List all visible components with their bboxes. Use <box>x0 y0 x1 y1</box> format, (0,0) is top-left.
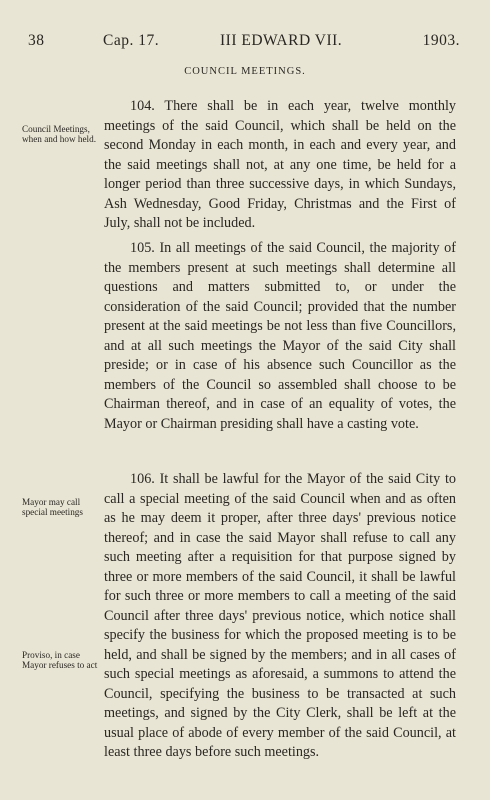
paragraph-105 <box>104 239 456 434</box>
year-label: 1903. <box>422 32 460 49</box>
reign-label: III EDWARD VII. <box>220 32 343 49</box>
paragraph-106 <box>104 470 456 763</box>
running-header <box>28 32 460 52</box>
margin-note-106: Mayor may call special meetings <box>22 497 83 517</box>
paragraph-104-text: 104. There shall be in each year, twelve monthly meetings of the said Council, which shall be held on the second Monday in each month, in each and every year, and the said meetings shall not, at any one time, be held for a longer period than three successive days, in which Sundays, Ash Wednesday, Good Friday, Christmas and the First of July, shall not be included. <box>104 98 456 231</box>
paragraph-105-text: 105. In all meetings of the said Council, the majority of the members present at such meetings shall determine all questions and matters submitted to, or under the consideration of the said Council; provided that the number present at the said meetings be not less than five Councillors, and at all such meetings the Mayor of the said City shall preside; or in case of his absence such Councillor as the members of the Council so assembled shall choose to be Chairman thereof, and in case of an equality of votes, the Mayor or Chairman presiding shall have a casting vote. <box>104 240 456 432</box>
section-title: COUNCIL MEETINGS. <box>184 66 306 77</box>
margin-note-106-proviso: Proviso, in case Mayor refuses to act <box>22 650 98 670</box>
margin-note-104: Council Meetings, when and how held. <box>22 124 96 144</box>
paragraph-106-text: 106. It shall be lawful for the Mayor of the said City to call a special meeting of the said Council when and as often as he may deem it proper, after three days' previous notice thereof; and in case the said Mayor shall refuse to call any such meeting after a requisition for that purpose signed by three or more members of the said Council, it shall be lawful for such three or more members to call a meeting of the said Council after three days' previous notice, which notice shall specify the business for which the proposed meeting is to be held, and shall be signed by the members; and in all cases of such special meetings as aforesaid, a summons to attend the Council, specifying the business to be transacted at such meetings, and signed by the City Clerk, shall be left at the usual place of abode of every member of the said Council, at least three days before such meetings. <box>104 471 456 760</box>
chapter-label: Cap. 17. <box>103 32 160 49</box>
page-number: 38 <box>28 32 45 49</box>
paragraph-104 <box>104 97 456 234</box>
